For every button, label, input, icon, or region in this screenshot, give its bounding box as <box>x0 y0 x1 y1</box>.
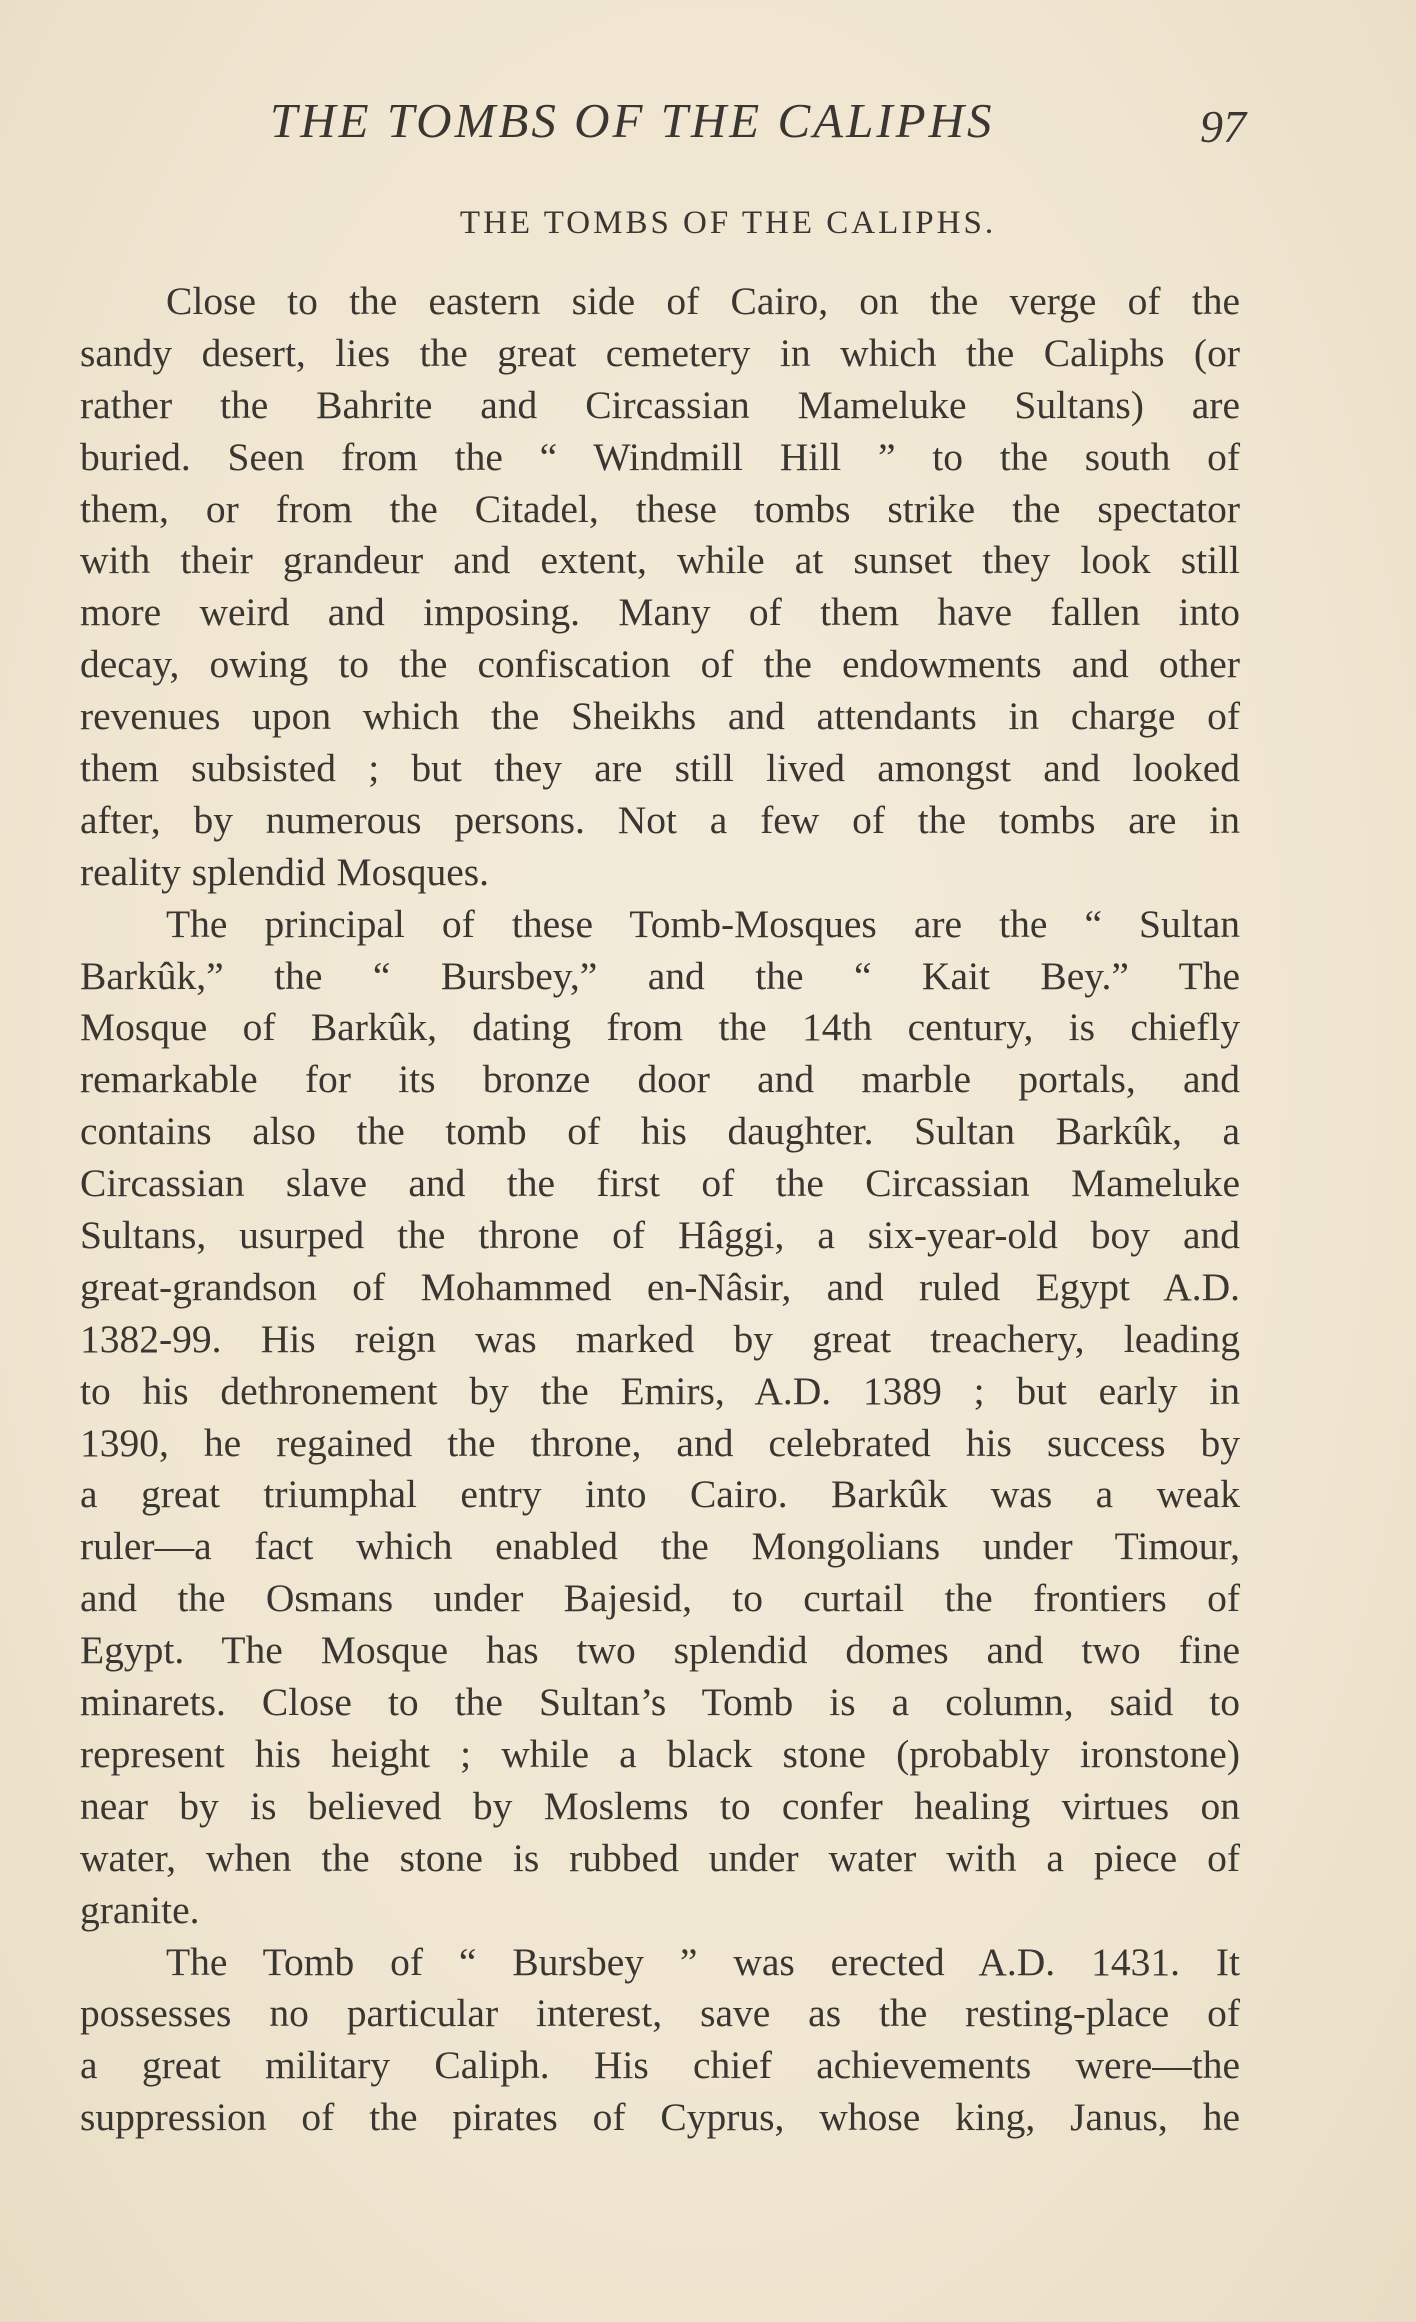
text-line: water, when the stone is rubbed under water with a piece of <box>80 1835 1240 1880</box>
text-line: sandy desert, lies the great cemetery in which the Caliphs (or <box>80 330 1240 375</box>
text-line: Sultans, usurped the throne of Hâggi, a six-year-old boy and <box>80 1213 1240 1258</box>
text-line: decay, owing to the confiscation of the endowments and other <box>80 642 1240 687</box>
text-line: Close to the eastern side of Cairo, on the verge of the <box>166 279 1240 323</box>
text-line: Mosque of Barkûk, dating from the 14th century, is chiefly <box>80 1005 1240 1050</box>
text-line: represent his height ; while a black stone (probably ironstone) <box>80 1731 1240 1776</box>
text-line: Circassian slave and the first of the Circassian Mameluke <box>80 1161 1240 1206</box>
text-line: Barkûk,” the “ Bursbey,” and the “ Kait Bey.” The <box>80 953 1240 998</box>
running-head: THE TOMBS OF THE CALIPHS <box>270 93 995 148</box>
text-line: The principal of these Tomb-Mosques are the “ Sultan <box>166 901 1240 946</box>
body-text <box>80 276 1240 2144</box>
text-line: revenues upon which the Sheikhs and attendants in charge of <box>80 694 1240 739</box>
section-title: THE TOMBS OF THE CALIPHS. <box>459 205 997 241</box>
text-line: buried. Seen from the “ Windmill Hill ” to the south of <box>80 434 1240 479</box>
text-line: Egypt. The Mosque has two splendid domes and two fine <box>80 1628 1240 1673</box>
text-line: after, by numerous persons. Not a few of the tombs are in <box>80 797 1240 842</box>
text-line: contains also the tomb of his daughter. Sultan Barkûk, a <box>80 1109 1240 1154</box>
text-line: ruler—a fact which enabled the Mongolians under Timour, <box>80 1524 1240 1569</box>
text-line: granite. <box>80 1887 200 1932</box>
text-line: suppression of the pirates of Cyprus, whose king, Janus, he <box>80 2095 1240 2140</box>
text-line: with their grandeur and extent, while at sunset they look still <box>80 538 1240 583</box>
text-line: them subsisted ; but they are still lived amongst and looked <box>80 746 1240 791</box>
text-line: remarkable for its bronze door and marble portals, and <box>80 1057 1240 1102</box>
page-number: 97 <box>1200 101 1246 152</box>
text-line: to his dethronement by the Emirs, A.D. 1389 ; but early in <box>80 1368 1240 1413</box>
text-line: near by is believed by Moslems to confer healing virtues on <box>80 1783 1240 1828</box>
text-line: great-grandson of Mohammed en-Nâsir, and ruled Egypt A.D. <box>80 1264 1240 1309</box>
text-line: a great triumphal entry into Cairo. Barkûk was a weak <box>80 1472 1240 1517</box>
text-line: them, or from the Citadel, these tombs strike the spectator <box>80 486 1240 531</box>
text-line: The Tomb of “ Bursbey ” was erected A.D. 1431. It <box>166 1939 1240 1984</box>
text-line: and the Osmans under Bajesid, to curtail the frontiers of <box>80 1576 1240 1621</box>
text-line: possesses no particular interest, save as the resting-place of <box>80 1991 1240 2036</box>
text-line: minarets. Close to the Sultan’s Tomb is a column, said to <box>80 1680 1240 1725</box>
text-line: 1390, he regained the throne, and celebrated his success by <box>80 1420 1240 1465</box>
text-line: more weird and imposing. Many of them have fallen into <box>80 590 1240 635</box>
text-line: reality splendid Mosques. <box>80 849 490 894</box>
text-line: rather the Bahrite and Circassian Mameluke Sultans) are <box>80 382 1240 427</box>
text-line: a great military Caliph. His chief achievements were—the <box>80 2043 1240 2088</box>
text-line: 1382-99. His reign was marked by great treachery, leading <box>80 1316 1240 1361</box>
